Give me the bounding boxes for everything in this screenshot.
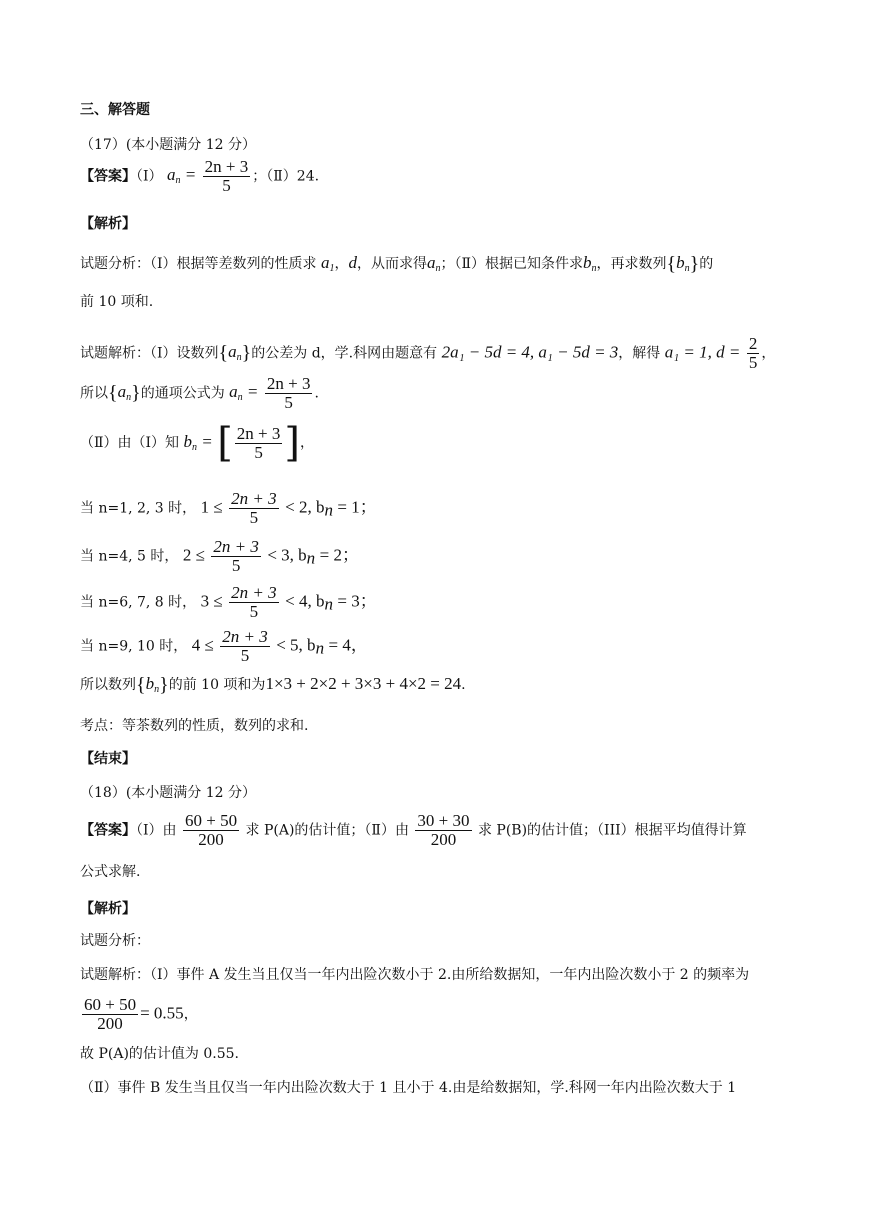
q17-case2: 当 n=4, 5 时， 2 ≤ $\frac{2n + 3}{5}$ < 3, $b_n = 2$；	[80, 537, 359, 575]
bn-sequence-2: $\{b_n\}$	[136, 674, 169, 697]
an-sequence-2: $\{a_n\}$	[108, 382, 141, 405]
an-fraction-2: $\frac{2n + 3}{5}$	[266, 374, 311, 412]
section-title: 三、解答题	[80, 102, 150, 118]
bn-fraction: $\frac{2n + 3}{5}$	[236, 423, 281, 462]
q17-answer-line	[80, 158, 319, 195]
bn-symbol: $b_n$	[583, 253, 597, 274]
floor-bracket-left: [	[217, 420, 233, 466]
q18-header: （18）(本小题满分 12 分）	[80, 785, 256, 801]
an-symbol-2: $a_n$	[426, 253, 441, 274]
q17-header: （17）(本小题满分 12 分）	[80, 137, 256, 153]
q17-kaodian: 考点：等茶数列的性质，数列的求和.	[80, 718, 309, 734]
q18-answer-line2: 公式求解.	[80, 864, 141, 880]
q17-case4: 当 n=9, 10 时， 4 ≤ $\frac{2n + 3}{5}$ < 5, $b_n = 4$，	[80, 627, 368, 665]
q18-conclusion: 故 P(A)的估计值为 0.55.	[80, 1046, 239, 1062]
bn-sequence: $\{b_n\}$	[666, 253, 700, 276]
d-symbol: d	[348, 253, 357, 272]
q17-answer-label: 【答案】	[80, 168, 136, 185]
q17-case3: 当 n=6, 7, 8 时， 3 ≤ $\frac{2n + 3}{5}$ < 4, $b_n = 3$；	[80, 583, 377, 621]
q18-result-line: $\frac{60 + 50}{200}$ = 0.55，	[84, 995, 198, 1033]
q17-part2-line: （Ⅱ）由（Ⅰ）知 $b_n$ = [ $\frac{2n + 3}{5}$ ]，	[80, 420, 314, 466]
frac-60-50-b: $\frac{60 + 50}{200}$	[84, 995, 137, 1033]
frac-30-30: $\frac{30 + 30}{200}$	[417, 811, 470, 849]
sum-expression: 1×3 + 2×2 + 3×3 + 4×2 = 24	[265, 674, 462, 693]
a1-value: a₁ = 1, d =	[664, 342, 741, 362]
q17-end-label: 【结束】	[80, 751, 136, 767]
floor-bracket-right: ]	[284, 420, 300, 466]
q17-case1: 当 n=1, 2, 3 时， 1 ≤ $\frac{2n + 3}{5}$ < 2, $b_n = 1$；	[80, 489, 377, 527]
q18-analysis-label: 【解析】	[80, 901, 136, 917]
q17-analysis-line2: 前 10 项和.	[80, 294, 154, 310]
q17-answer-sep: ；（Ⅱ）	[252, 168, 297, 185]
q17-solution-line1: 试题解析：（Ⅰ）设数列$\{a_n\}$的公差为 d，学.科网由题意有 2a₁ − 5d = 4, a₁ − 5d = 3，解得 a₁ = 1, d = $\frac{2}{5}$ ，	[80, 334, 776, 372]
q18-analysis-line: 试题分析：	[80, 933, 150, 949]
q17-sum-line: 所以数列$\{b_n\}$的前 10 项和为1×3 + 2×2 + 3×3 + 4×2 = 24.	[80, 674, 466, 697]
d-fraction: $\frac{2}{5}$	[748, 334, 758, 372]
a1-symbol: $a_1$	[320, 253, 335, 274]
q17-analysis-label: 【解析】	[80, 216, 136, 232]
an-sequence: $\{a_n\}$	[218, 342, 252, 365]
q18-solution-line1: 试题解析：（Ⅰ）事件 A 发生当且仅当一年内出险次数小于 2.由所给数据知，一年内出险次数小于 2 的频率为	[80, 967, 750, 983]
q18-answer-line: 【答案】（Ⅰ）由 $\frac{60 + 50}{200}$ 求 P(A)的估计值；（Ⅱ）由 $\frac{30 + 30}{200}$ 求 P(B)的估计值；（III）根据平均值得计算	[80, 811, 747, 849]
q17-answer-p2: 24.	[296, 168, 320, 185]
an-symbol: $a_n$ =	[166, 165, 197, 187]
eq-system: 2a₁ − 5d = 4, a₁ − 5d = 3	[441, 342, 619, 362]
an-fraction: $\frac{2n + 3}{5}$	[204, 157, 249, 195]
frac-60-50: $\frac{60 + 50}{200}$	[184, 811, 238, 849]
q17-solution-line2: 所以$\{a_n\}$的通项公式为 $a_n$ = $\frac{2n + 3}{5}$ .	[80, 374, 319, 412]
q17-analysis-line1: 试题分析：（Ⅰ）根据等差数列的性质求 $a_1$，d，从而求得$a_n$；（Ⅱ）根据已知条件求$b_n$，再求数列$\{b_n\}$的	[80, 253, 714, 276]
q17-answer-p1: （Ⅰ）	[136, 168, 163, 185]
q18-part2-line: （Ⅱ）事件 B 发生当且仅当一年内出险次数大于 1 且小于 4.由是给数据知，学.科网一年内出险次数大于 1	[80, 1080, 737, 1096]
